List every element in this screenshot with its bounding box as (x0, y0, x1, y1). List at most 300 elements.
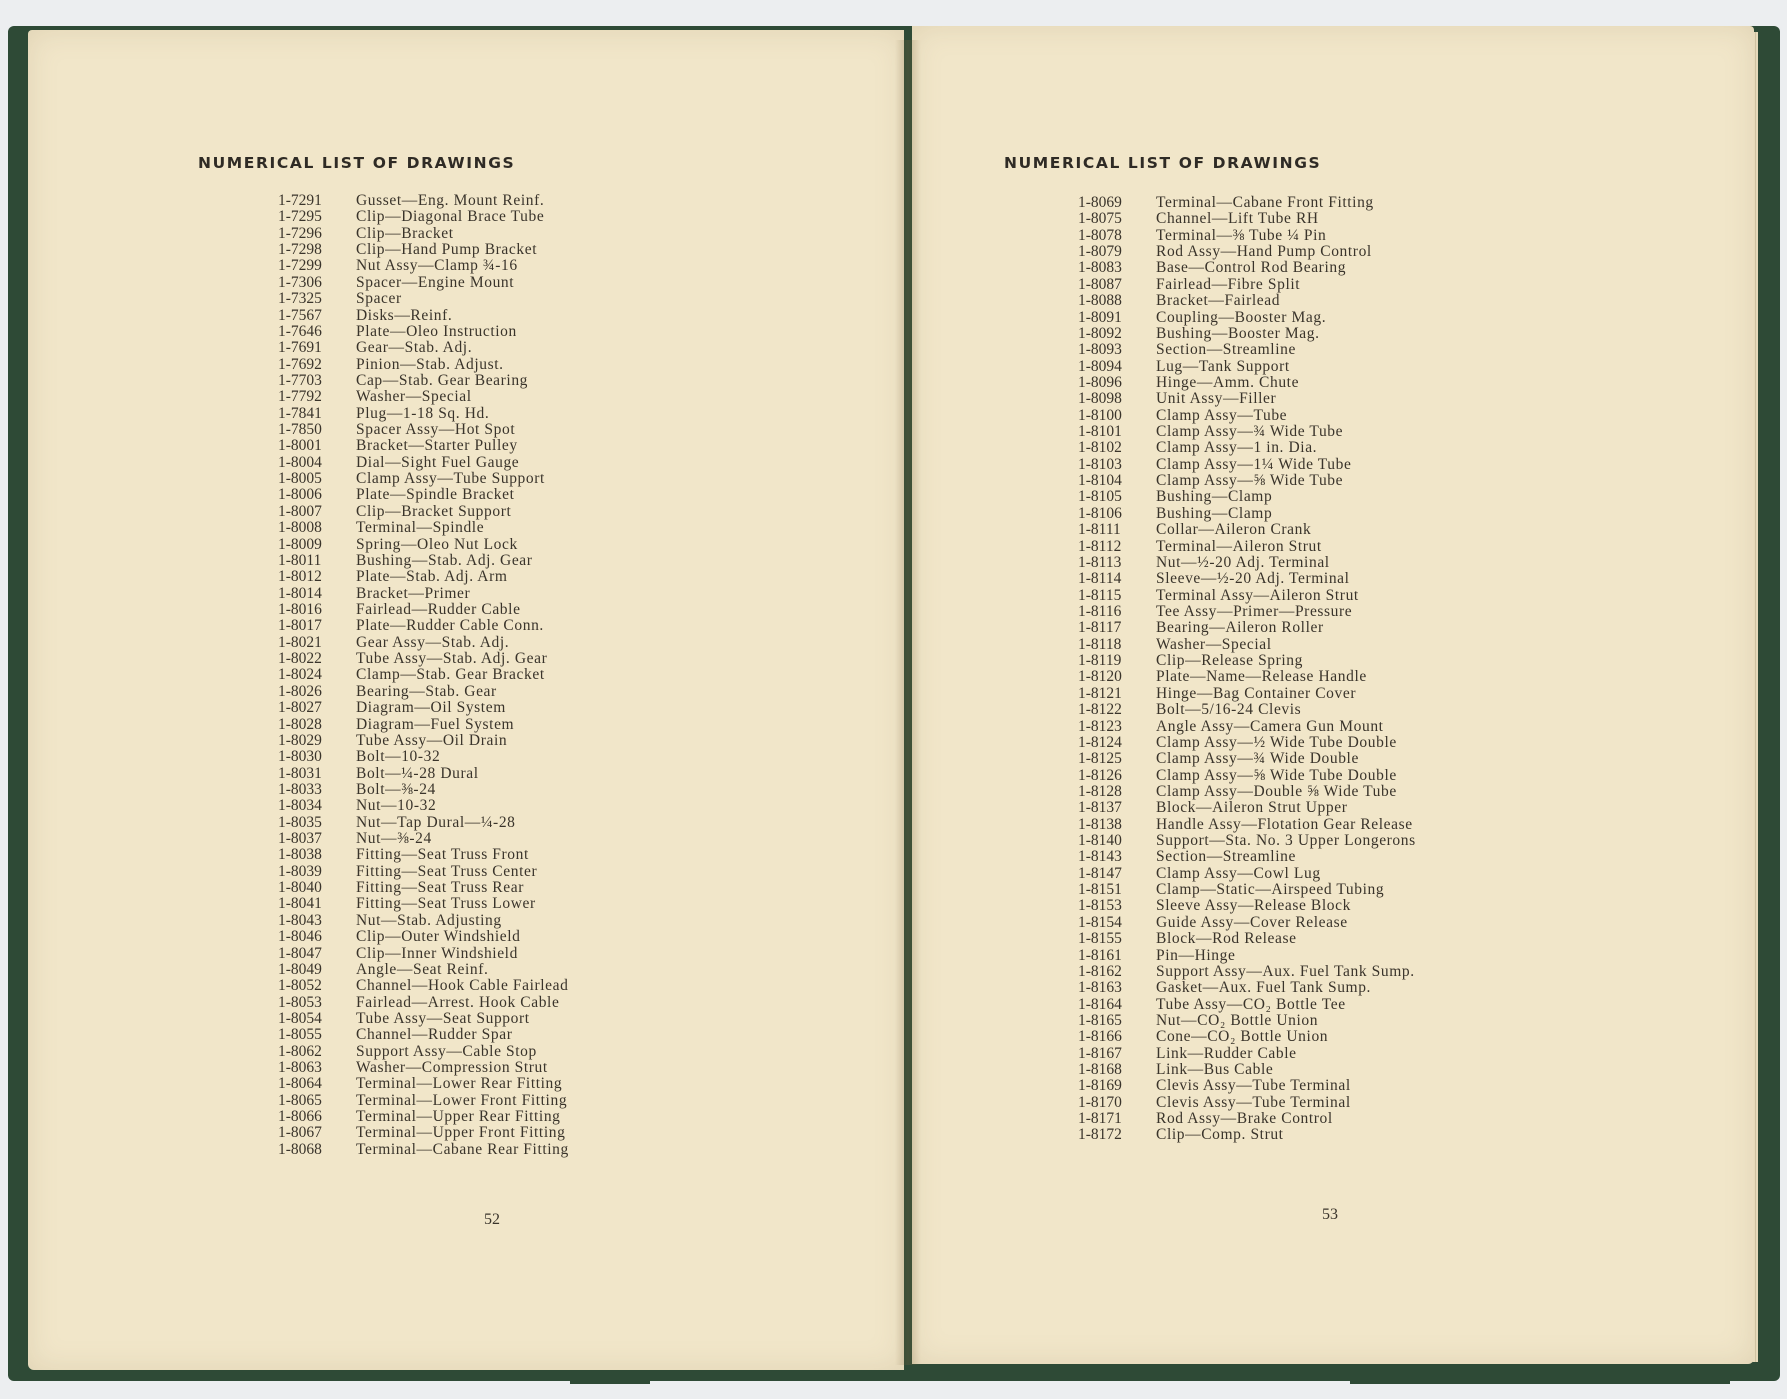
list-item (278, 553, 569, 569)
drawing-number: 1-8117 (1078, 619, 1122, 637)
drawing-number: 1-8140 (1078, 832, 1122, 850)
drawing-description: Clamp Assy—⅝ Wide Tube Double (1156, 766, 1397, 784)
drawing-description: Washer—Compression Strut (356, 1059, 548, 1077)
list-item (278, 700, 569, 716)
drawing-description: Tube Assy—Oil Drain (356, 731, 508, 749)
list-item (278, 733, 569, 749)
drawing-description: Diagram—Oil System (356, 699, 506, 717)
list-item (1078, 980, 1416, 996)
drawing-description: Tube Assy—Seat Support (356, 1009, 530, 1027)
drawing-number: 1-8009 (278, 535, 322, 553)
page-heading: NUMERICAL LIST OF DRAWINGS (1004, 154, 1322, 172)
drawing-number: 1-8030 (278, 748, 322, 766)
drawing-description: Bearing—Aileron Roller (1156, 619, 1324, 637)
drawing-number: 1-8115 (1078, 586, 1122, 604)
drawing-number: 1-8101 (1078, 423, 1122, 441)
list-item (1078, 588, 1416, 604)
drawing-number: 1-8039 (278, 862, 322, 880)
drawing-description: Tube Assy—CO₂ Bottle Tee (1156, 995, 1346, 1013)
list-item (1078, 735, 1416, 751)
drawing-description: Plate—Oleo Instruction (356, 322, 517, 340)
list-item (278, 995, 569, 1011)
list-item (1078, 391, 1416, 407)
drawing-description: Clip—Inner Windshield (356, 944, 518, 962)
list-item (1078, 326, 1416, 342)
drawing-description: Clamp—Static—Airspeed Tubing (1156, 881, 1385, 899)
list-item (278, 471, 569, 487)
book-gutter (895, 40, 921, 1365)
drawing-description: Fairlead—Arrest. Hook Cable (356, 993, 560, 1011)
drawing-number: 1-7299 (278, 257, 322, 275)
drawing-number: 1-8102 (1078, 439, 1122, 457)
drawing-description: Fitting—Seat Truss Rear (356, 879, 524, 897)
drawing-description: Disks—Reinf. (356, 306, 453, 324)
drawing-list (278, 193, 569, 1158)
list-item (1078, 898, 1416, 914)
drawing-description: Terminal—Cabane Front Fitting (1156, 194, 1374, 211)
drawing-description: Gear—Stab. Adj. (356, 339, 473, 357)
drawing-description: Bearing—Stab. Gear (356, 682, 497, 700)
drawing-description: Nut Assy—Clamp ¾-16 (356, 257, 518, 275)
drawing-number: 1-8033 (278, 780, 322, 798)
drawing-description: Rod Assy—Hand Pump Control (1156, 243, 1372, 261)
drawing-description: Clamp Assy—¾ Wide Double (1156, 750, 1359, 768)
drawing-number: 1-8016 (278, 600, 322, 618)
drawing-number: 1-8075 (1078, 210, 1122, 228)
list-item (278, 684, 569, 700)
list-item (278, 357, 569, 373)
drawing-number: 1-8166 (1078, 1028, 1122, 1046)
list-item (1078, 719, 1416, 735)
list-item (1078, 440, 1416, 456)
drawing-description: Fairlead—Rudder Cable (356, 600, 521, 618)
list-item (278, 1109, 569, 1125)
drawing-description: Dial—Sight Fuel Gauge (356, 453, 520, 471)
list-item (278, 1142, 569, 1158)
drawing-number: 1-8024 (278, 666, 322, 684)
drawing-number: 1-8126 (1078, 766, 1122, 784)
list-item (278, 978, 569, 994)
drawing-number: 1-8079 (1078, 243, 1122, 261)
drawing-number: 1-7291 (278, 192, 322, 209)
drawing-number: 1-8049 (278, 960, 322, 978)
drawing-description: Plate—Spindle Bracket (356, 486, 515, 504)
list-item (278, 962, 569, 978)
drawing-description: Nut—Tap Dural—¼-28 (356, 813, 516, 831)
list-item (278, 864, 569, 880)
list-item (1078, 195, 1416, 211)
cover-edge-bottom-right (1350, 1362, 1730, 1384)
list-item (278, 340, 569, 356)
drawing-number: 1-8113 (1078, 553, 1122, 571)
drawing-description: Clevis Assy—Tube Terminal (1156, 1093, 1351, 1111)
drawing-description: Clevis Assy—Tube Terminal (1156, 1077, 1351, 1095)
drawing-number: 1-8037 (278, 830, 322, 848)
list-item (1078, 702, 1416, 718)
drawing-number: 1-8028 (278, 715, 322, 733)
drawing-description: Nut—⅜-24 (356, 830, 432, 848)
drawing-description: Gear Assy—Stab. Adj. (356, 633, 510, 651)
drawing-number: 1-8153 (1078, 897, 1122, 915)
drawing-number: 1-8041 (278, 895, 322, 913)
list-item (278, 717, 569, 733)
drawing-description: Link—Bus Cable (1156, 1061, 1274, 1079)
drawing-number: 1-8063 (278, 1059, 322, 1077)
drawing-description: Hinge—Amm. Chute (1156, 373, 1300, 391)
list-item (1078, 948, 1416, 964)
drawing-number: 1-8043 (278, 911, 322, 929)
drawing-description: Terminal—Cabane Rear Fitting (356, 1140, 569, 1158)
drawing-description: Base—Control Rod Bearing (1156, 259, 1347, 277)
list-item (278, 308, 569, 324)
list-item (1078, 1111, 1416, 1127)
list-item (1078, 964, 1416, 980)
drawing-description: Link—Rudder Cable (1156, 1044, 1297, 1062)
list-item (278, 586, 569, 602)
drawing-description: Washer—Special (356, 388, 472, 406)
list-item (278, 438, 569, 454)
drawing-number: 1-8163 (1078, 979, 1122, 997)
drawing-number: 1-8100 (1078, 406, 1122, 424)
drawing-number: 1-8027 (278, 699, 322, 717)
drawing-description: Rod Assy—Brake Control (1156, 1110, 1333, 1128)
drawing-number: 1-8011 (278, 551, 322, 569)
drawing-number: 1-8012 (278, 568, 322, 586)
drawing-description: Fitting—Seat Truss Center (356, 862, 538, 880)
drawing-number: 1-8031 (278, 764, 322, 782)
list-item (1078, 1078, 1416, 1094)
list-item (1078, 277, 1416, 293)
drawing-description: Gusset—Eng. Mount Reinf. (356, 192, 545, 209)
drawing-number: 1-8062 (278, 1042, 322, 1060)
drawing-number: 1-7703 (278, 371, 322, 389)
list-item (1078, 882, 1416, 898)
list-item (278, 1044, 569, 1060)
list-item (1078, 653, 1416, 669)
list-item (1078, 555, 1416, 571)
list-item (1078, 375, 1416, 391)
list-item (1078, 310, 1416, 326)
list-item (1078, 833, 1416, 849)
drawing-description: Bolt—⅜-24 (356, 780, 436, 798)
drawing-description: Clip—Diagonal Brace Tube (356, 208, 545, 226)
list-item (278, 569, 569, 585)
drawing-description: Bushing—Clamp (1156, 504, 1273, 522)
drawing-description: Lug—Tank Support (1156, 357, 1290, 375)
list-item (1078, 457, 1416, 473)
list-item (1078, 571, 1416, 587)
drawing-number: 1-8022 (278, 650, 322, 668)
drawing-description: Bolt—¼-28 Dural (356, 764, 479, 782)
list-item (278, 913, 569, 929)
drawing-number: 1-8014 (278, 584, 322, 602)
drawing-description: Cone—CO₂ Bottle Union (1156, 1028, 1329, 1046)
list-item (1078, 620, 1416, 636)
drawing-description: Bolt—10-32 (356, 748, 441, 766)
drawing-description: Nut—CO₂ Bottle Union (1156, 1011, 1319, 1029)
drawing-number: 1-7646 (278, 322, 322, 340)
drawing-number: 1-8169 (1078, 1077, 1122, 1095)
drawing-description: Angle—Seat Reinf. (356, 960, 489, 978)
drawing-number: 1-8165 (1078, 1011, 1122, 1029)
list-item (278, 406, 569, 422)
drawing-description: Clamp Assy—Double ⅝ Wide Tube (1156, 782, 1397, 800)
list-item (1078, 522, 1416, 538)
list-item (278, 209, 569, 225)
drawing-number: 1-8119 (1078, 652, 1122, 670)
list-item (1078, 244, 1416, 260)
list-item (278, 1076, 569, 1092)
drawing-number: 1-8167 (1078, 1044, 1122, 1062)
list-item (278, 275, 569, 291)
drawing-number: 1-8021 (278, 633, 322, 651)
drawing-number: 1-8161 (1078, 946, 1122, 964)
list-item (278, 258, 569, 274)
drawing-number: 1-7295 (278, 208, 322, 226)
list-item (278, 782, 569, 798)
drawing-number: 1-8094 (1078, 357, 1122, 375)
drawing-number: 1-8052 (278, 977, 322, 995)
drawing-description: Clamp Assy—½ Wide Tube Double (1156, 733, 1397, 751)
list-item (278, 618, 569, 634)
drawing-number: 1-8114 (1078, 570, 1122, 588)
drawing-number: 1-8147 (1078, 864, 1122, 882)
page-number: 52 (484, 1211, 500, 1228)
list-item (278, 291, 569, 307)
drawing-description: Bushing—Clamp (1156, 488, 1273, 506)
drawing-description: Spring—Oleo Nut Lock (356, 535, 518, 553)
list-item (278, 896, 569, 912)
list-item (278, 798, 569, 814)
drawing-number: 1-7850 (278, 421, 322, 439)
drawing-description: Nut—10-32 (356, 797, 437, 815)
drawing-description: Hinge—Bag Container Cover (1156, 684, 1357, 702)
drawing-description: Bracket—Fairlead (1156, 292, 1281, 310)
drawing-number: 1-8029 (278, 731, 322, 749)
drawing-number: 1-8171 (1078, 1110, 1122, 1128)
drawing-number: 1-8162 (1078, 962, 1122, 980)
drawing-description: Pin—Hinge (1156, 946, 1236, 964)
drawing-number: 1-8091 (1078, 308, 1122, 326)
list-item (278, 242, 569, 258)
drawing-description: Terminal Assy—Aileron Strut (1156, 586, 1359, 604)
drawing-description: Coupling—Booster Mag. (1156, 308, 1327, 326)
drawing-number: 1-8123 (1078, 717, 1122, 735)
drawing-number: 1-8006 (278, 486, 322, 504)
drawing-number: 1-7325 (278, 290, 322, 308)
page-heading: NUMERICAL LIST OF DRAWINGS (198, 154, 516, 172)
list-item (1078, 1062, 1416, 1078)
drawing-number: 1-8125 (1078, 750, 1122, 768)
drawing-number: 1-8035 (278, 813, 322, 831)
drawing-description: Clamp Assy—¾ Wide Tube (1156, 423, 1344, 441)
drawing-description: Block—Rod Release (1156, 930, 1297, 948)
drawing-description: Unit Assy—Filler (1156, 390, 1277, 408)
drawing-number: 1-8170 (1078, 1093, 1122, 1111)
drawing-number: 1-8128 (1078, 782, 1122, 800)
list-item (1078, 931, 1416, 947)
list-item (1078, 1046, 1416, 1062)
drawing-description: Bracket—Starter Pulley (356, 437, 518, 455)
drawing-description: Bolt—5/16-24 Clevis (1156, 701, 1302, 719)
drawing-number: 1-8098 (1078, 390, 1122, 408)
drawing-description: Plate—Stab. Adj. Arm (356, 568, 508, 586)
list-item (1078, 866, 1416, 882)
list-item (278, 373, 569, 389)
drawing-description: Support Assy—Cable Stop (356, 1042, 537, 1060)
list-item (278, 1093, 569, 1109)
drawing-description: Guide Assy—Cover Release (1156, 913, 1348, 931)
list-item (278, 487, 569, 503)
drawing-description: Terminal—Lower Front Fitting (356, 1091, 568, 1109)
drawing-number: 1-8092 (1078, 324, 1122, 342)
drawing-description: Gasket—Aux. Fuel Tank Sump. (1156, 979, 1372, 997)
list-item (278, 749, 569, 765)
drawing-description: Terminal—Lower Rear Fitting (356, 1075, 563, 1093)
drawing-number: 1-7691 (278, 339, 322, 357)
drawing-description: Support—Sta. No. 3 Upper Longerons (1156, 832, 1416, 850)
list-item (278, 324, 569, 340)
drawing-description: Clamp Assy—Tube Support (356, 470, 545, 488)
drawing-number: 1-8007 (278, 502, 322, 520)
list-item (278, 193, 569, 209)
drawing-description: Terminal—Upper Rear Fitting (356, 1108, 561, 1126)
drawing-number: 1-8120 (1078, 668, 1122, 686)
list-item (1078, 1127, 1416, 1143)
list-item (1078, 1013, 1416, 1029)
drawing-number: 1-8124 (1078, 733, 1122, 751)
list-item (278, 455, 569, 471)
list-item (1078, 849, 1416, 865)
drawing-number: 1-8040 (278, 879, 322, 897)
drawing-description: Diagram—Fuel System (356, 715, 515, 733)
drawing-description: Handle Assy—Flotation Gear Release (1156, 815, 1413, 833)
list-item (1078, 915, 1416, 931)
list-item (278, 847, 569, 863)
drawing-number: 1-8066 (278, 1108, 322, 1126)
list-item (1078, 211, 1416, 227)
drawing-number: 1-8155 (1078, 930, 1122, 948)
drawing-number: 1-8078 (1078, 226, 1122, 244)
drawing-number: 1-8096 (1078, 373, 1122, 391)
drawing-description: Plug—1-18 Sq. Hd. (356, 404, 490, 422)
drawing-description: Angle Assy—Camera Gun Mount (1156, 717, 1384, 735)
drawing-number: 1-8116 (1078, 602, 1122, 620)
drawing-description: Tee Assy—Primer—Pressure (1156, 602, 1353, 620)
drawing-number: 1-8088 (1078, 292, 1122, 310)
drawing-description: Cap—Stab. Gear Bearing (356, 371, 529, 389)
drawing-number: 1-8053 (278, 993, 322, 1011)
drawing-description: Spacer—Engine Mount (356, 273, 515, 291)
drawing-description: Sleeve Assy—Release Block (1156, 897, 1351, 915)
drawing-description: Bracket—Primer (356, 584, 471, 602)
drawing-number: 1-7306 (278, 273, 322, 291)
list-item (278, 880, 569, 896)
drawing-number: 1-8038 (278, 846, 322, 864)
drawing-number: 1-8154 (1078, 913, 1122, 931)
drawing-number: 1-8026 (278, 682, 322, 700)
drawing-number: 1-8005 (278, 470, 322, 488)
drawing-description: Sleeve—½-20 Adj. Terminal (1156, 570, 1350, 588)
drawing-description: Collar—Aileron Crank (1156, 521, 1312, 539)
drawing-description: Terminal—Spindle (356, 519, 485, 537)
list-item (278, 831, 569, 847)
drawing-description: Terminal—Upper Front Fitting (356, 1124, 566, 1142)
list-item (278, 226, 569, 242)
drawing-description: Spacer Assy—Hot Spot (356, 421, 516, 439)
list-item (278, 520, 569, 536)
list-item (1078, 342, 1416, 358)
list-item (278, 537, 569, 553)
list-item (1078, 604, 1416, 620)
drawing-number: 1-8168 (1078, 1061, 1122, 1079)
drawing-number: 1-8104 (1078, 472, 1122, 490)
list-item (1078, 686, 1416, 702)
drawing-number: 1-8054 (278, 1009, 322, 1027)
drawing-description: Clamp Assy—1 in. Dia. (1156, 439, 1318, 457)
drawing-description: Clip—Outer Windshield (356, 928, 521, 946)
drawing-number: 1-8069 (1078, 194, 1122, 211)
drawing-number: 1-8164 (1078, 995, 1122, 1013)
list-item (1078, 637, 1416, 653)
drawing-number: 1-7792 (278, 388, 322, 406)
drawing-list (1078, 195, 1416, 1144)
list-item (1078, 473, 1416, 489)
left-page (28, 30, 904, 1370)
list-item (1078, 1029, 1416, 1045)
drawing-description: Bushing—Stab. Adj. Gear (356, 551, 533, 569)
list-item (1078, 228, 1416, 244)
list-item (278, 1125, 569, 1141)
drawing-number: 1-8137 (1078, 799, 1122, 817)
list-item (1078, 800, 1416, 816)
drawing-number: 1-8055 (278, 1026, 322, 1044)
drawing-description: Spacer (356, 290, 402, 308)
drawing-description: Clip—Comp. Strut (1156, 1126, 1284, 1144)
drawing-number: 1-8093 (1078, 341, 1122, 359)
list-item (278, 651, 569, 667)
drawing-number: 1-8017 (278, 617, 322, 635)
drawing-description: Fitting—Seat Truss Front (356, 846, 529, 864)
drawing-number: 1-8105 (1078, 488, 1122, 506)
list-item (278, 422, 569, 438)
drawing-number: 1-8143 (1078, 848, 1122, 866)
drawing-description: Clip—Release Spring (1156, 652, 1304, 670)
drawing-number: 1-8151 (1078, 881, 1122, 899)
drawing-number: 1-8008 (278, 519, 322, 537)
drawing-number: 1-8001 (278, 437, 322, 455)
drawing-description: Clip—Bracket (356, 224, 454, 242)
list-item (278, 946, 569, 962)
cover-edge-bottom-left (570, 1368, 650, 1384)
list-item (1078, 293, 1416, 309)
list-item (278, 389, 569, 405)
right-page (912, 26, 1754, 1364)
drawing-description: Clamp—Stab. Gear Bracket (356, 666, 545, 684)
drawing-description: Clip—Bracket Support (356, 502, 512, 520)
drawing-number: 1-8112 (1078, 537, 1122, 555)
drawing-description: Washer—Special (1156, 635, 1272, 653)
list-item (278, 667, 569, 683)
drawing-description: Channel—Lift Tube RH (1156, 210, 1319, 228)
drawing-description: Bushing—Booster Mag. (1156, 324, 1320, 342)
drawing-number: 1-7841 (278, 404, 322, 422)
list-item (1078, 260, 1416, 276)
drawing-number: 1-7296 (278, 224, 322, 242)
list-item (1078, 768, 1416, 784)
list-item (278, 504, 569, 520)
list-item (1078, 997, 1416, 1013)
